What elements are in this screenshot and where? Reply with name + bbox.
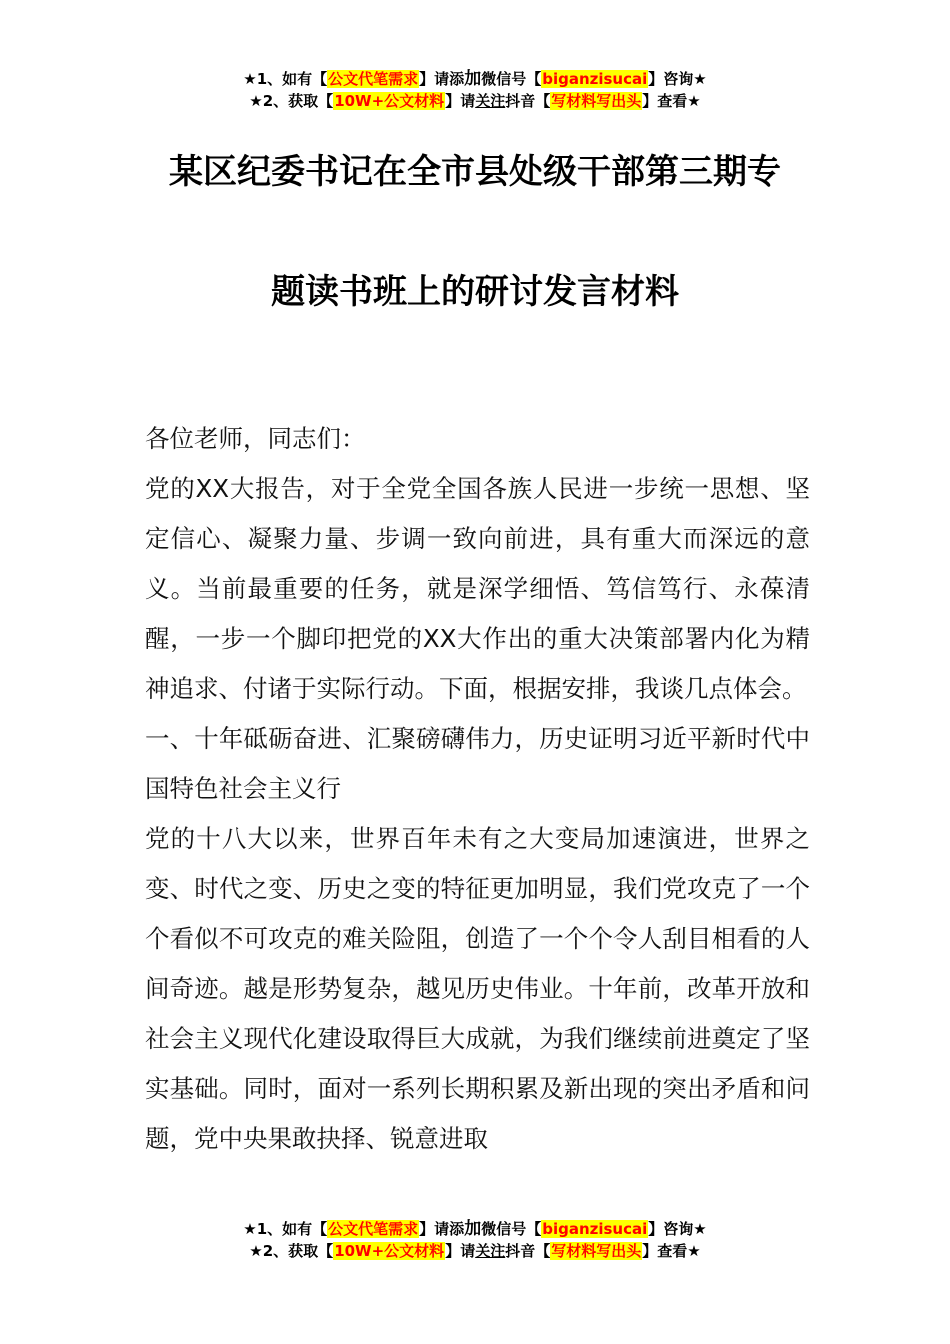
banner-emphasis: 关注: [475, 92, 506, 110]
document-title-line-2: 题读书班上的研讨发言材料: [271, 272, 679, 312]
paragraph: 党的十八大以来，世界百年未有之大变局加速演进，世界之变、时代之变、历史之变的特征更加明显，我们党攻克了一个个看似不可攻克的难关险阻，创造了一个个令人刮目相看的人间奇迹。越是形势复杂，越见历史伟业。十年前，改革开放和社会主义现代化建设取得巨大成就，为我们继续前进奠定了坚实基础。同时，面对一系列长期积累及新出现的突出矛盾和问题，党中央果敢抉择、锐意进取: [145, 824, 810, 1153]
banner-text: ★1、如有【: [243, 70, 328, 88]
banner-line-1: [0, 1218, 950, 1240]
banner-text: 】请: [445, 92, 476, 110]
banner-line-1: [0, 68, 950, 90]
banner-highlight: 公文代笔需求: [328, 70, 419, 88]
banner-text: 】咨询★: [648, 70, 707, 88]
banner-emphasis: 关注: [475, 1242, 506, 1260]
banner-text: 】查看★: [642, 1242, 701, 1260]
banner-highlight: 公文代笔需求: [328, 1220, 419, 1238]
banner-highlight-wechat-id: biganzisucai: [542, 70, 648, 88]
banner-text: ★2、获取【: [249, 92, 334, 110]
banner-text: ★2、获取【: [249, 1242, 334, 1260]
banner-text: 】查看★: [642, 92, 701, 110]
section-heading: 一、十年砥砺奋进、汇聚磅礴伟力，历史证明习近平新时代中国特色社会主义行: [145, 724, 810, 803]
paragraph: 党的XX大报告，对于全党全国各族人民进一步统一思想、坚定信心、凝聚力量、步调一致向前进，具有重大而深远的意义。当前最重要的任务，就是深学细悟、笃信笃行、永葆清醒，一步一个脚印把党的XX大作出的重大决策部署内化为精神追求、付诸于实际行动。下面，根据安排，我谈几点体会。: [145, 474, 810, 703]
banner-text: 】请添: [419, 1220, 465, 1238]
banner-text: 微信号【: [481, 1220, 542, 1238]
banner-text: 抖音【: [505, 1242, 551, 1260]
banner-highlight: 10W+公文材料: [334, 92, 445, 110]
banner-emphasis: 加: [464, 69, 482, 89]
banner-emphasis: 加: [464, 1219, 482, 1239]
salutation: 各位老师，同志们：: [145, 424, 366, 453]
banner-text: 】请: [445, 1242, 476, 1260]
document-title-line-1: 某区纪委书记在全市县处级干部第三期专: [169, 152, 781, 192]
banner-highlight-douyin-id: 写材料写出头: [551, 1242, 642, 1260]
header-banner: [0, 68, 950, 112]
banner-text: 】请添: [419, 70, 465, 88]
banner-text: 抖音【: [505, 92, 551, 110]
banner-text: 】咨询★: [648, 1220, 707, 1238]
document-body: [145, 414, 810, 1164]
footer-banner: [0, 1218, 950, 1262]
banner-line-2: [0, 90, 950, 112]
banner-text: ★1、如有【: [243, 1220, 328, 1238]
banner-line-2: [0, 1240, 950, 1262]
banner-highlight-douyin-id: 写材料写出头: [551, 92, 642, 110]
banner-highlight-wechat-id: biganzisucai: [542, 1220, 648, 1238]
banner-text: 微信号【: [481, 70, 542, 88]
banner-highlight: 10W+公文材料: [334, 1242, 445, 1260]
